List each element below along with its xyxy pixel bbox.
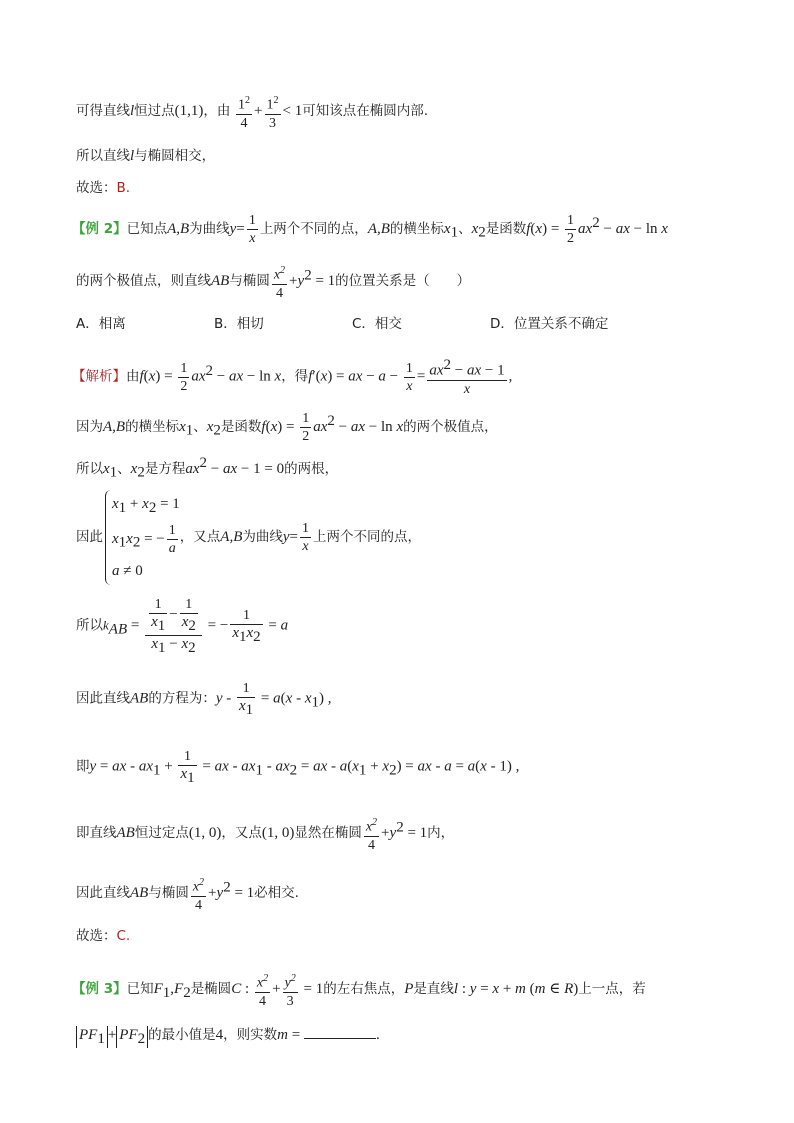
line-conclusion-intersect: 所以直线l与椭圆相交，	[76, 148, 216, 164]
example-3-statement: 【例 3】已知$F_1,F_2$是椭圆C : $\frac{x^2}{4}$ + $\frac{y^2}{3}$ = 1的左右焦点，P是直线l : y = x + m (m ∈ R)上一点，若	[72, 970, 646, 1010]
solution-simplification: 即y = ax - $ax_1$ + $\frac{1}{x_1}$ = ax - $ax_1 - ax_2$ = ax - $a(x_1 + x_2)$ = ax - a = a(x - 1) ,	[76, 749, 520, 786]
example-3-statement-cont: $PF_1 + PF_2$ 的最小值是4，则实数m = .	[76, 1024, 380, 1048]
equation-system-brace: $x_1 + x_2 = 1$ $x_1x_2$ = − $\frac{1}{a}$ a ≠ 0	[105, 490, 180, 585]
solution-roots: 所以$x_1$、$x_2$是方程$ax^2$ − ax − 1 = 0的两根，	[76, 455, 339, 481]
option-b[interactable]: B．相切	[214, 316, 264, 332]
solution-system: 因此 $x_1 + x_2 = 1$ $x_1x_2$ = − $\frac{1}{a}$ a ≠ 0 ，又点A,B为曲线y= $\frac{1}{x}$ 上两个不同的点，	[76, 490, 421, 585]
solution-fixed-point: 即直线AB恒过定点(1, 0)，又点(1, 0)显然在椭圆 $\frac{x^2}{4}$ $+y^2 = 1$内，	[76, 814, 454, 854]
solution-slope: 所以$k_{AB}$ = $\frac{1}{x_1}$ − $\frac{1}{x_2}$ $x_1 - x_2$ = − $\frac{1}{x_1x_2}$ = a	[76, 597, 289, 656]
answer-line-2: 故选：C.	[76, 928, 131, 944]
line-intersection-point: 可得直线l恒过点(1,1)，由 $\frac{1^2}{4}$ + $\frac{1^2}{3}$ < 1可知该点在椭圆内部.	[76, 92, 428, 132]
example-2-statement-cont: 的两个极值点，则直线AB与椭圆 $\frac{x^2}{4}$ $+y^2 = 1$的位置关系是（ ）	[76, 262, 470, 302]
solution-derivative: 【解析】由f(x) = $\frac{1}{2}$ $ax^2$ − ax − ln x，得f′(x) = ax − a − $\frac{1}{x}$ = $\frac{ax^2 - ax - 1}{x}$ ,	[72, 357, 513, 397]
solution-line-equation: 因此直线AB的方程为：y - $\frac{1}{x_1}$ = $a(x - x_1)$ ,	[76, 681, 332, 718]
option-d[interactable]: D．位置关系不确定	[490, 316, 609, 332]
example-2-statement: 【例 2】已知点A,B为曲线y= $\frac{1}{x}$ 上两个不同的点，A,B的横坐标$x_1$、$x_2$是函数f(x) = $\frac{1}{2}$ $ax^2$ − ax − ln x	[72, 213, 668, 246]
solution-extreme-points: 因为A,B的横坐标$x_1$、$x_2$是函数f(x) = $\frac{1}{2}$ $ax^2$ − ax − ln x的两个极值点，	[76, 411, 498, 444]
option-c[interactable]: C．相交	[352, 316, 402, 332]
answer-line-1: 故选：B.	[76, 180, 131, 196]
solution-must-intersect: 因此直线AB与椭圆 $\frac{x^2}{4}$ $+y^2 = 1$必相交.	[76, 874, 299, 914]
option-a[interactable]: A．相离	[76, 316, 126, 332]
answer-blank[interactable]	[304, 1024, 376, 1039]
